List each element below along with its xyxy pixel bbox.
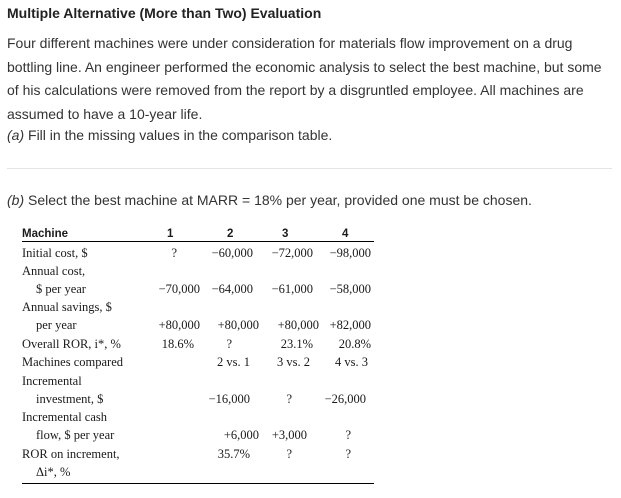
intro-line: assumed to have a 10-year life. bbox=[7, 105, 203, 122]
cell: −98,000 bbox=[329, 246, 371, 260]
intro-line: Four different machines were under consideration for materials flow improvement on a drug bbox=[7, 35, 573, 51]
cell: 4 vs. 3 bbox=[335, 355, 368, 369]
row-label: Incremental cash bbox=[22, 410, 108, 424]
cell: −64,000 bbox=[211, 282, 253, 296]
cell: ? bbox=[226, 337, 232, 351]
cell: ? bbox=[286, 392, 292, 406]
header-col-4: 4 bbox=[342, 228, 349, 240]
cell: −58,000 bbox=[329, 282, 371, 296]
cell: +80,000 bbox=[217, 318, 259, 332]
part-b-label: (b) bbox=[7, 192, 25, 208]
cell: 23.1% bbox=[280, 337, 313, 351]
row-label: Annual cost, bbox=[22, 264, 86, 278]
divider bbox=[7, 168, 612, 169]
intro-paragraph bbox=[7, 32, 613, 126]
header-rule bbox=[22, 241, 374, 242]
part-a-text: Fill in the missing values in the comparison table. bbox=[24, 127, 333, 143]
part-a-label: (a) bbox=[7, 127, 25, 143]
cell: 3 vs. 2 bbox=[277, 355, 310, 369]
cell: −70,000 bbox=[158, 282, 200, 296]
cell: −16,000 bbox=[208, 392, 250, 406]
cell: +6,000 bbox=[223, 428, 259, 442]
row-label: per year bbox=[36, 318, 77, 332]
intro-line: of his calculations were removed from the report by a disgruntled employee. All machines are bbox=[7, 82, 584, 98]
row-label: $ per year bbox=[36, 282, 86, 296]
cell: −72,000 bbox=[271, 246, 313, 260]
intro-line: bottling line. An engineer performed the economic analysis to select the best machine, but some bbox=[7, 58, 602, 75]
comparison-table bbox=[22, 227, 374, 490]
header-machine: Machine bbox=[22, 228, 69, 240]
cell: ? bbox=[345, 447, 351, 461]
cell: −61,000 bbox=[271, 282, 313, 296]
cell: +80,000 bbox=[277, 318, 319, 332]
cell: 18.6% bbox=[161, 337, 194, 351]
header-col-2: 2 bbox=[227, 228, 234, 240]
row-label: ROR on increment, bbox=[22, 447, 120, 461]
header-col-3: 3 bbox=[282, 228, 289, 240]
row-label: Machines compared bbox=[22, 355, 124, 369]
cell: ? bbox=[345, 428, 351, 442]
page-title: Multiple Alternative (More than Two) Evaluation bbox=[7, 5, 322, 21]
cell: ? bbox=[286, 447, 292, 461]
header-col-1: 1 bbox=[167, 228, 174, 240]
row-label: Annual savings, $ bbox=[22, 300, 112, 314]
cell: −60,000 bbox=[211, 246, 253, 260]
row-label: Overall ROR, i*, % bbox=[22, 337, 121, 351]
cell: +3,000 bbox=[271, 428, 307, 442]
cell: +80,000 bbox=[158, 318, 200, 332]
cell: +82,000 bbox=[329, 318, 371, 332]
part-a-question bbox=[7, 127, 332, 143]
cell: 2 vs. 1 bbox=[217, 355, 250, 369]
row-label: Δi*, % bbox=[36, 465, 71, 479]
cell: 35.7% bbox=[217, 447, 250, 461]
part-b-text: Select the best machine at MARR = 18% per year, provided one must be chosen. bbox=[24, 192, 532, 208]
part-b-question bbox=[7, 192, 532, 208]
row-label: Incremental bbox=[22, 374, 82, 388]
cell: ? bbox=[171, 246, 177, 260]
row-label: investment, $ bbox=[36, 392, 104, 406]
row-label: Initial cost, $ bbox=[22, 246, 88, 260]
cell: −26,000 bbox=[324, 392, 366, 406]
cell: 20.8% bbox=[338, 337, 371, 351]
row-label: flow, $ per year bbox=[36, 428, 115, 442]
bottom-rule bbox=[22, 483, 374, 484]
